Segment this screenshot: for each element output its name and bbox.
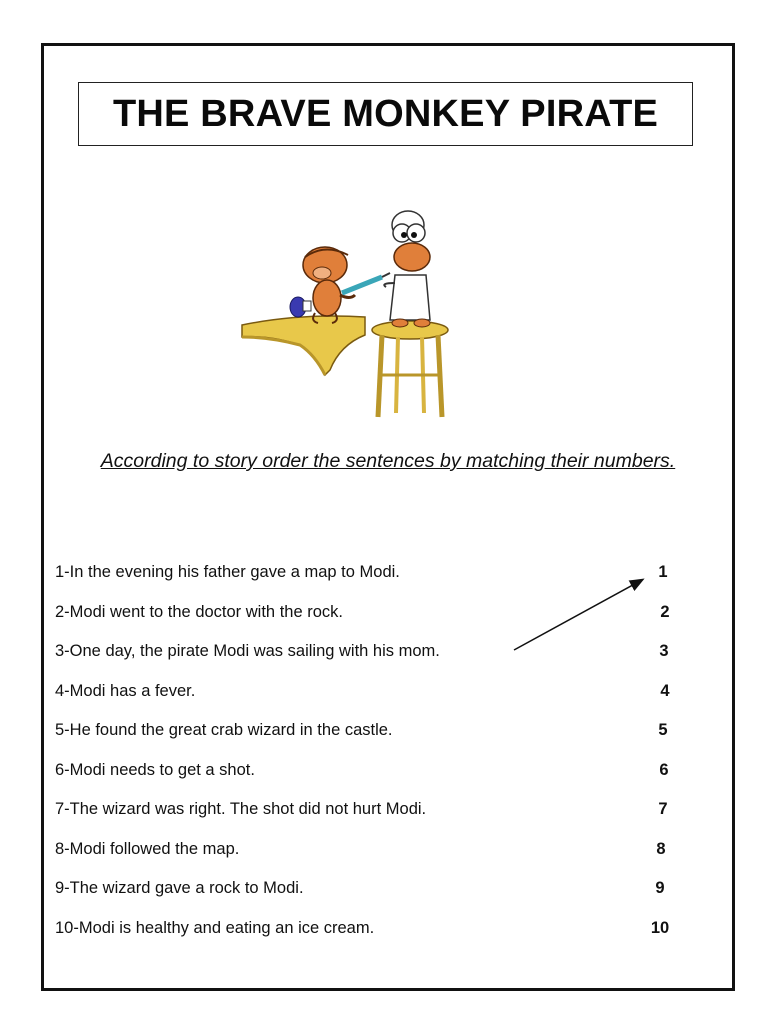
sentence-item: 7-The wizard was right. The shot did not hurt Modi.: [55, 800, 427, 818]
order-number[interactable]: 10: [650, 918, 670, 937]
order-number[interactable]: 8: [656, 839, 666, 858]
sentence-item: 1-In the evening his father gave a map to Modi.: [55, 563, 400, 581]
order-number[interactable]: 3: [659, 642, 669, 660]
order-number[interactable]: 1: [658, 563, 668, 581]
order-number[interactable]: 9: [655, 879, 665, 897]
bottle: [290, 297, 311, 317]
monkey-patient: [303, 247, 355, 323]
sentence-item: 5-He found the great crab wizard in the castle.: [55, 721, 393, 739]
sentence-item: 6-Modi needs to get a shot.: [55, 760, 255, 779]
doctor-character: [384, 211, 430, 327]
order-number[interactable]: 7: [658, 800, 668, 818]
matching-arrow: [500, 570, 660, 660]
sentence-item: 2-Modi went to the doctor with the rock.: [55, 602, 343, 621]
sentence-item: 3-One day, the pirate Modi was sailing with his mom.: [55, 642, 440, 660]
syringe: [342, 273, 390, 293]
order-number[interactable]: 5: [658, 721, 668, 739]
page-title: THE BRAVE MONKEY PIRATE: [112, 92, 659, 135]
title-box: [78, 82, 693, 146]
doctor-stool: [372, 321, 448, 417]
sentence-item: 10-Modi is healthy and eating an ice cream.: [55, 918, 375, 937]
sentence-item: 8-Modi followed the map.: [55, 839, 240, 858]
arrow-line: [514, 580, 642, 650]
counter-table: [242, 316, 365, 375]
instruction-text: According to story order the sentences by matching their numbers.: [100, 450, 676, 472]
order-number[interactable]: 6: [659, 760, 669, 779]
sentence-item: 4-Modi has a fever.: [55, 681, 196, 700]
sentence-item: 9-The wizard gave a rock to Modi.: [55, 879, 304, 897]
order-number[interactable]: 4: [660, 681, 670, 700]
doctor-monkey-illustration: [150, 195, 470, 425]
order-number[interactable]: 2: [660, 602, 670, 621]
